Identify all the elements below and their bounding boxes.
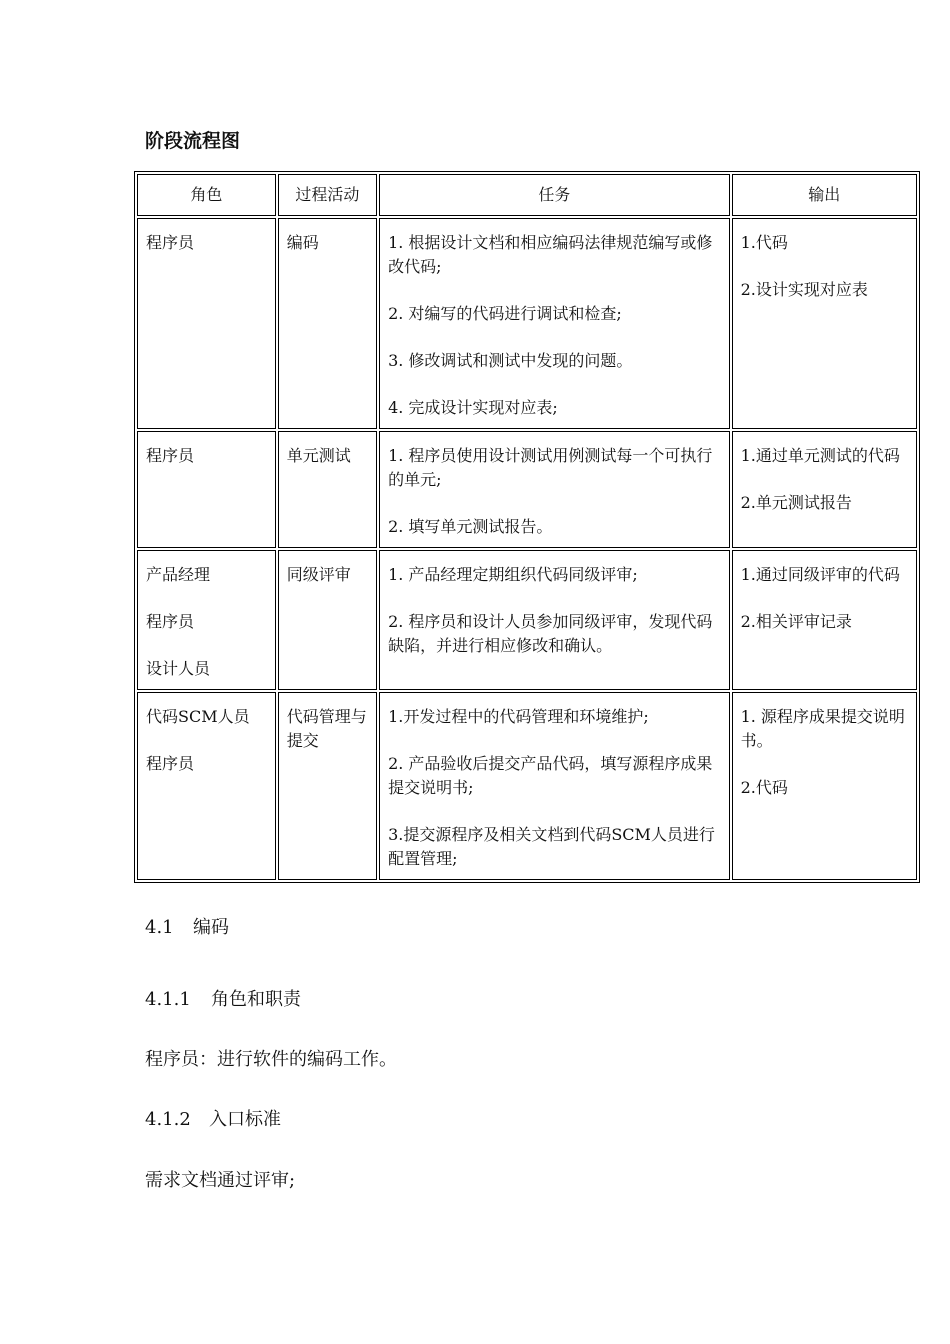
section-title: 入口标准 [209,1109,281,1130]
activity-cell: 代码管理与提交 [278,692,377,880]
role-cell [137,431,276,548]
page-title: 阶段流程图 [145,130,241,152]
role-text: 代码SCM人员 [146,707,250,726]
role-cell [137,218,276,429]
task-item: 2. 填写单元测试报告。 [388,517,553,536]
output-item: 1.通过同级评审的代码 [740,565,900,584]
output-item: 2.设计实现对应表 [740,280,868,299]
output-cell [732,550,917,690]
section-heading-4-1-1 [145,985,301,1011]
section-number: 4.1.2 [145,1109,191,1130]
table-row [137,692,917,880]
role-cell [137,550,276,690]
role-text: 产品经理 [146,565,211,584]
role-cell [137,692,276,880]
paragraph: 需求文档通过评审; [145,1170,296,1191]
role-text: 程序员 [146,612,195,631]
output-cell [732,218,917,429]
role-text: 程序员 [146,446,195,465]
role-text: 程序员 [146,233,195,252]
output-item: 2.代码 [740,778,788,797]
task-item: 1. 产品经理定期组织代码同级评审; [388,565,638,584]
task-item: 1.开发过程中的代码管理和环境维护; [388,707,649,726]
section-number: 4.1 [145,917,174,938]
task-cell [379,218,730,429]
header-role: 角色 [137,174,276,216]
output-item: 1.通过单元测试的代码 [740,446,900,465]
section-title: 编码 [193,917,229,938]
task-cell [379,550,730,690]
process-table [134,171,920,883]
task-item: 4. 完成设计实现对应表; [388,398,558,417]
header-activity: 过程活动 [278,174,377,216]
output-item: 1. 源程序成果提交说明书。 [740,707,905,750]
output-item: 1.代码 [740,233,788,252]
output-item: 2.相关评审记录 [740,612,852,631]
section-number: 4.1.1 [145,989,191,1010]
task-item: 2. 程序员和设计人员参加同级评审，发现代码缺陷，并进行相应修改和确认。 [388,612,713,655]
task-item: 3. 修改调试和测试中发现的问题。 [388,351,633,370]
output-cell [732,431,917,548]
task-item: 1. 根据设计文档和相应编码法律规范编写或修改代码; [388,233,713,276]
section-heading-4-1-2 [145,1105,281,1131]
task-item: 2. 对编写的代码进行调试和检查; [388,304,622,323]
table-row [137,550,917,690]
section-heading-4-1 [145,913,229,939]
activity-cell: 单元测试 [278,431,377,548]
table-header-row [137,174,917,216]
section-title: 角色和职责 [211,989,301,1010]
table-row [137,431,917,548]
paragraph: 程序员：进行软件的编码工作。 [145,1049,397,1070]
task-cell [379,692,730,880]
role-text: 程序员 [146,754,195,773]
header-task: 任务 [379,174,730,216]
table-row [137,218,917,429]
task-item: 1. 程序员使用设计测试用例测试每一个可执行的单元; [388,446,713,489]
output-cell [732,692,917,880]
header-output: 输出 [732,174,917,216]
activity-cell: 编码 [278,218,377,429]
role-text: 设计人员 [146,659,211,678]
output-item: 2.单元测试报告 [740,493,852,512]
task-item: 2. 产品验收后提交产品代码，填写源程序成果提交说明书; [388,754,713,797]
task-item: 3.提交源程序及相关文档到代码SCM人员进行配置管理; [388,825,715,868]
task-cell [379,431,730,548]
activity-cell: 同级评审 [278,550,377,690]
